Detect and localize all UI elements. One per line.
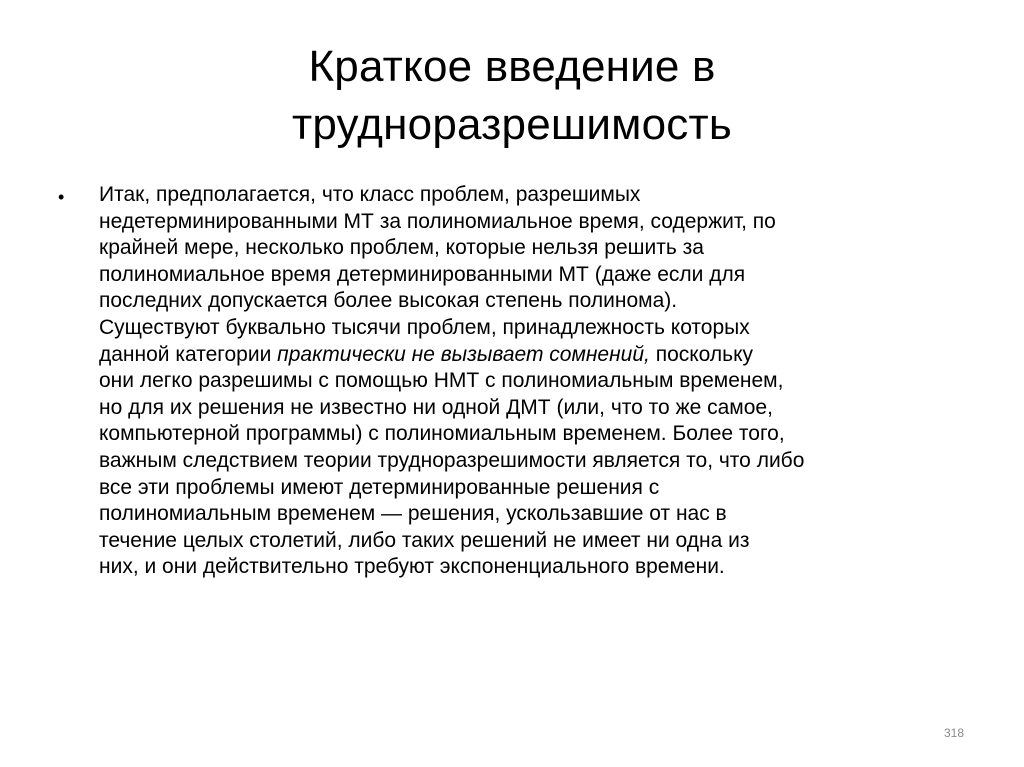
paragraph-line-10: компьютерной программы) с полиномиальным временем. Более того, xyxy=(99,422,785,446)
paragraph-line-11: важным следствием теории трудноразрешимости является то, что либо xyxy=(99,448,805,472)
paragraph-line-7 xyxy=(99,342,978,369)
paragraph-line-4: полиномиальное время детерминированными МТ (даже если для xyxy=(99,262,746,286)
paragraph-line-1: Итак, предполагается, что класс проблем, разрешимых xyxy=(99,183,641,206)
slide-title-line-2: трудноразрешимость xyxy=(292,100,732,149)
paragraph-line-3: крайней мере, несколько проблем, которые нельзя решить за xyxy=(99,236,704,260)
paragraph-line-15: них, и они действительно требуют экспоненциального времени. xyxy=(99,555,725,579)
bullet-item xyxy=(58,182,978,581)
slide-title xyxy=(120,38,904,154)
bullet-paragraph xyxy=(99,182,978,581)
paragraph-line-8: они легко разрешимы с помощью НМТ с полиномиальным временем, xyxy=(99,369,784,393)
paragraph-line-2: недетерминированными МТ за полиномиальное время, содержит, по xyxy=(99,209,776,233)
slide-body xyxy=(58,182,978,581)
paragraph-line-5: последних допускается более высокая степень полинома). xyxy=(99,289,678,313)
paragraph-line-9: но для их решения не известно ни одной ДМТ (или, что то же самое, xyxy=(99,395,773,419)
paragraph-line-6: Существуют буквально тысячи проблем, принадлежность которых xyxy=(99,315,750,339)
line-7-start: данной категории xyxy=(99,342,278,366)
page-number: 318 xyxy=(943,726,964,740)
paragraph-line-13: полиномиальным временем — решения, ускользавшие от нас в xyxy=(99,502,727,526)
bullet-marker: • xyxy=(58,187,65,207)
paragraph-line-14: течение целых столетий, либо таких решений не имеет ни одна из xyxy=(99,528,750,552)
italic-phrase: практически не вызывает сомнений, xyxy=(277,342,650,366)
paragraph-line-12: все эти проблемы имеют детерминированные решения с xyxy=(99,475,660,499)
line-7-end: поскольку xyxy=(649,342,754,366)
slide-title-line-1: Краткое введение в xyxy=(308,42,716,91)
